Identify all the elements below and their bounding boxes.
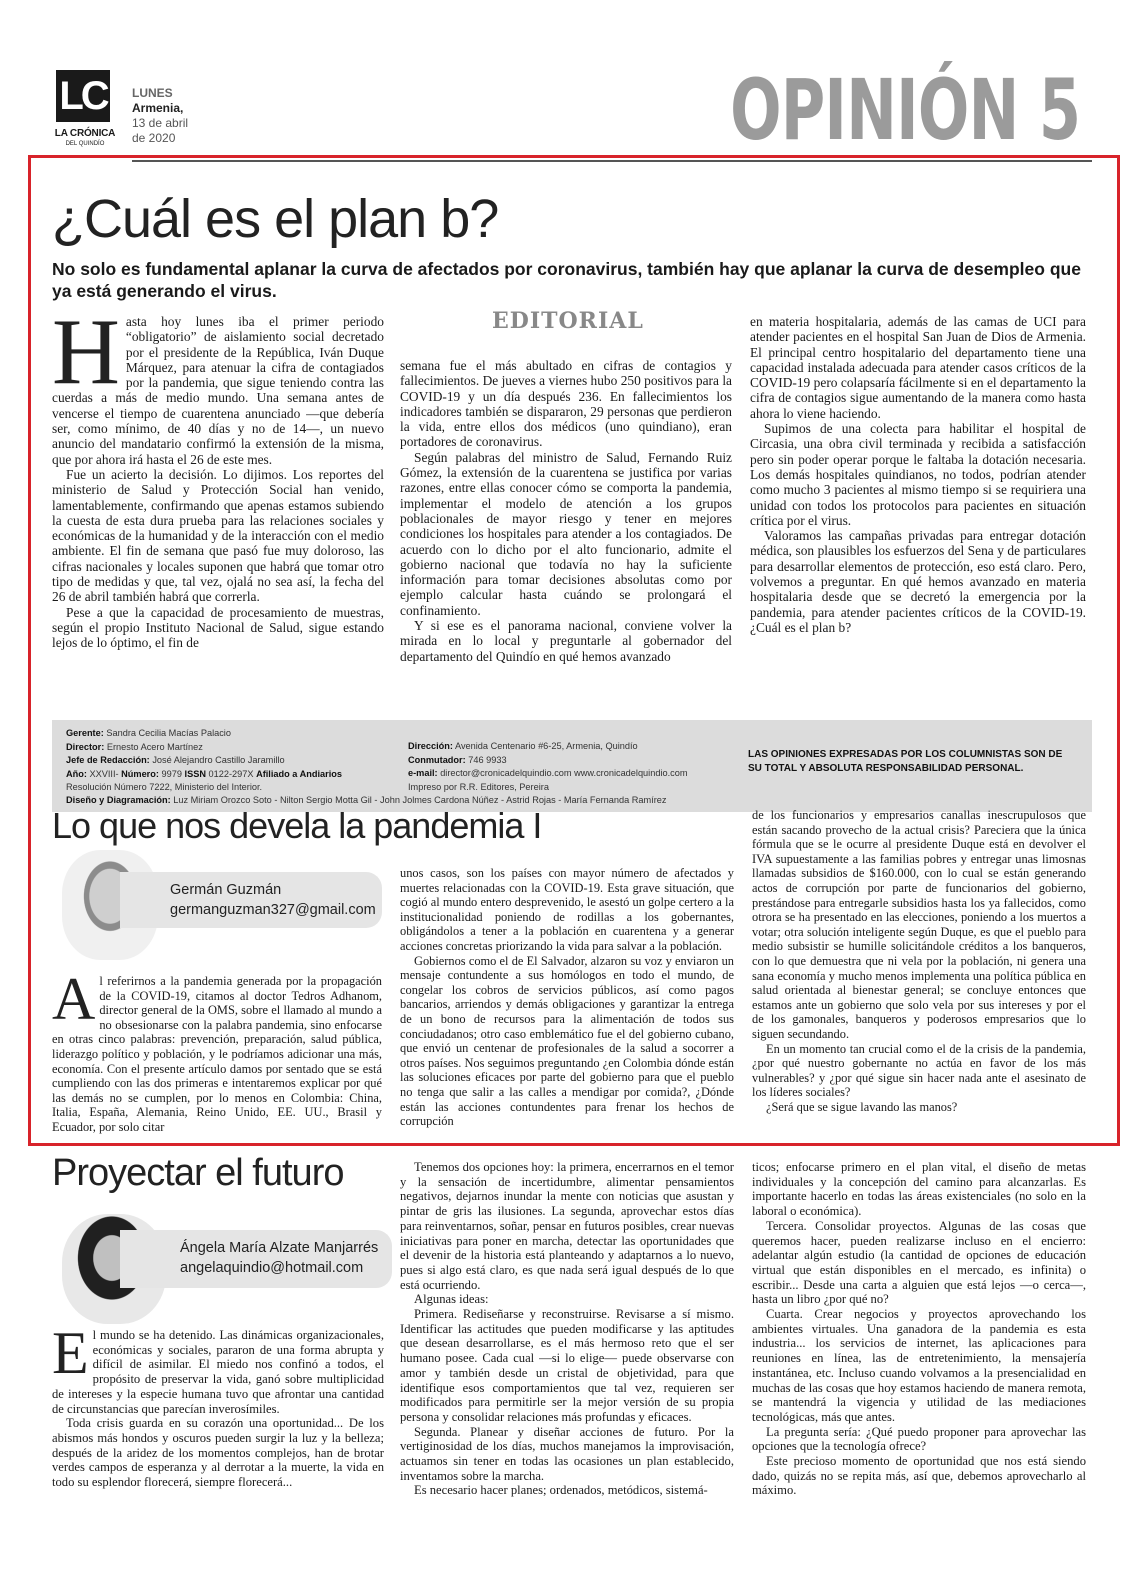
logo-subtitle: DEL QUINDÍO	[65, 141, 105, 147]
column-paragraph: En un momento tan crucial como el de la crisis de la pandemia, ¿por qué nuestro gobernante no actúa en favor de los más vulnerables? y ¿por qué sigue sin hacer nada ante el asesinato de los líderes sociales?	[752, 1041, 1086, 1100]
editorial-title: ¿Cuál es el plan b?	[52, 189, 499, 249]
column-paragraph: ticos; enfocarse primero en el plan vital, el diseño de metas individuales y la concepción del camino para alcanzarlas. Es importante hacerlo en todas las áreas existenciales (no solo en la laboral o económica).	[752, 1160, 1086, 1219]
contact-email-link[interactable]: director@cronicadelquindio.com www.cronicadelquindio.com	[440, 768, 688, 778]
drop-cap: H	[52, 300, 120, 404]
column-title: Proyectar el futuro	[52, 1152, 344, 1194]
editorial-column-3	[750, 314, 1086, 635]
column-paragraph: unos casos, son los países con mayor número de afectados y muertes relacionadas con la COVID-19. Esta grave situación, que cogió al mundo entero desprevenido, le asestó un golpe certero a la institucionalidad poniendo de rodillas a los gobernantes, obligándolos a tener a la población en cuarentena y a generar acciones concretas priorizando la vida para salvar a la población.	[400, 866, 734, 953]
dateline-day: LUNES	[132, 86, 173, 100]
editorial-label: EDITORIAL	[492, 308, 644, 334]
column-text-3	[752, 1160, 1086, 1498]
column-paragraph: Es necesario hacer planes; ordenados, metódicos, sistemá-	[414, 1483, 708, 1498]
column-paragraph: de los funcionarios y empresarios canallas inescrupulosos que están sacando provecho de la actual crisis? Pareciera que la única fórmula que se le ocurre al presidente Duque está en devolver el IVA supuestamente a las familias pobres y entregar unas limosnas llamadas subsidios de $160.000, con lo cual se están generando actos de corrupción por parte de funcionarios del gobierno, prestándose para entregarle subsidios hasta los ya fallecidos, como otrora se ha presentado en las elecciones, poniendo a los muertos a votar; otra solución inteligente según Duque, es que el pueblo para medio subsistir se humille solicitándole créditos a los banqueros, con lo que demuestra que ni vela por la población, ni genera una sana economía y mucho menos implementa una política pública en salud orientada al bienestar general; se concluye entonces que estamos ante un gobierno que solo vela por sus intereses y por el de los gamonales, banqueros y poderosos empresarios que lo siguen secundando.	[752, 808, 1086, 1041]
logo-name: LA CRÓNICA	[54, 128, 116, 139]
masthead-rule	[132, 160, 1092, 162]
column-paragraph: La pregunta sería: ¿Qué puedo proponer para aprovechar las opciones que la tecnología ofrece?	[752, 1424, 1086, 1454]
masthead	[52, 61, 1092, 164]
column-paragraph: Algunas ideas:	[414, 1292, 489, 1307]
opinion-disclaimer: LAS OPINIONES EXPRESADAS POR LOS COLUMNISTAS SON DE SU TOTAL Y ABSOLUTA RESPONSABILIDAD PERSONAL.	[748, 749, 1063, 774]
editorial-column-2	[400, 358, 732, 664]
column-text-1	[52, 966, 382, 1135]
author-name: Germán Guzmán	[170, 882, 282, 898]
dateline-date-1: 13 de abril	[132, 116, 189, 130]
column-paragraph: El mundo se ha detenido. Las dinámicas organizacionales, económicas y sociales, pararon de una forma abrupta y difícil de asimilar. El miedo nos confinó a todos, el propósito de preservar la vida, ganó sobre multiplicidad de intereses y la especie humana tuvo que afrontar una cantidad de circunstancias que parecían inverosímiles.	[52, 1320, 384, 1416]
author-name: Ángela María Alzate Manjarrés	[180, 1240, 379, 1256]
author-email[interactable]: angelaquindio@hotmail.com	[180, 1260, 364, 1276]
editorial-column-1	[52, 300, 384, 651]
column-paragraph: Tercera. Consolidar proyectos. Algunas de las cosas que queremos hacer, pueden realizarse incluso en el encierro: adelantar algún estudio (la cantidad de opciones de educación virtual que están disponibles en el mercado, es infinita) o escribir... Desde una carta a alguien que está lejos —o cerca—, hasta un libro ¿por qué no?	[752, 1218, 1086, 1307]
column-title: Lo que nos devela la pandemia I	[52, 805, 542, 846]
staff-contact: Dirección: Avenida Centenario #6-25, Armenia, Quindío Conmutador: 746 9933 e-mail: director@cronicadelquindio.com www.cronicadelquindio.com Impreso por R.R. Editores, Pereira	[408, 741, 688, 792]
drop-cap: E	[52, 1320, 89, 1386]
column-text-3	[752, 808, 1086, 1114]
column-paragraph: Toda crisis guarda en su corazón una oportunidad... De los abismos más hondos y oscuros pueden surgir la luz y la belleza; después de la aridez de los momentos complejos, han de brotar verdes campos de esperanza y al derrotar a la muerte, la vida en todo su esplendor florecerá, siempre florecerá...	[52, 1416, 384, 1490]
column-paragraph: Segunda. Planear y diseñar acciones de futuro. Por la vertiginosidad de los días, muchos manejamos la improvisación, actuamos sin tener en todas las ocasiones un plan establecido, inventamos sobre la marcha.	[400, 1424, 734, 1483]
column-paragraph: ¿Será que se sigue lavando las manos?	[766, 1099, 958, 1114]
editorial-paragraph: en materia hospitalaria, además de las camas de UCI para atender pacientes en el hospital San Juan de Dios de Armenia. El principal centro hospitalario del departamento tiene una capacidad instalada adecuada para atender casos críticos de la COVID-19 pero colapsaría fácilmente si en el departamento la cifra de contagios sigue aumentando de la manera como hasta ahora lo viene haciendo.	[750, 314, 1086, 421]
staff-credits: Gerente: Sandra Cecilia Macías Palacio Director: Ernesto Acero Martínez Jefe de Redacción: José Alejandro Castillo Jaramillo Año: XXVIII- Número: 9979 ISSN 0122-297X Afiliado a Andiarios Resolución Número 7222, Ministerio del Interior.	[66, 728, 342, 792]
staff-box	[52, 720, 1092, 812]
editorial-paragraph: semana fue el más abultado en cifras de contagios y fallecimientos. De jueves a viernes hubo 250 positivos para la COVID-19 y un día después 236. En fallecimientos los indicadores también se dispararon, 29 personas que perdieron la vida, entre ellos dos médicos (uno quindiano), eran portadores de coronavirus.	[400, 358, 732, 450]
column-text-1	[52, 1320, 384, 1490]
editorial-paragraph: Fue un acierto la decisión. Lo dijimos. Los reportes del ministerio de Salud y Protección Social han venido, lamentablemente, confirmando que apenas estamos subiendo la cuesta de esta dura prueba para las relaciones sociales y económicas de la humanidad y de la interacción con el medio ambiente. El fin de semana que pasó fue muy doloroso, las cifras nacionales y locales suponen que habrá que tomar otro tipo de medidas y que, tal vez, ojalá no sea así, la fecha del 26 de abril también habrá que correrla.	[52, 466, 384, 605]
column-paragraph: Primera. Rediseñarse y reconstruirse. Revisarse a sí mismo. Identificar las actitudes que pueden modificarse y las aptitudes que desean desarrollarse, es el más hermoso reto que el ser humano posee. Cada cual —si lo elige— puede observarse con amor y también desde un cristal de objetividad, para que identifique esos comportamientos que tal vez, requieren ser modificados para permitirle ser la mejor versión de su propia persona y consolidar relaciones más profundas y eficaces.	[400, 1307, 734, 1424]
column-paragraph: Gobiernos como el de El Salvador, alzaron su voz y enviaron un mensaje contundente a sus homólogos en todo el mundo, de congelar los cobros de servicios públicos, así como pagos bancarios, arriendos y demás obligaciones y garantizar la entrega de un bono de recursos para la alimentación de todos sus conciudadanos; otro caso emblemático fue el del gobierno cubano, que envió un centenar de profesionales de la salud a socorrer a otros países. Nos seguimos preguntando ¿en Colombia dónde están las soluciones eficaces por parte del gobierno para que el pueblo no tenga que salir a las calles a mendigar por comida?, ¿Dónde están las acciones contundentes para frenar los hechos de corrupción	[400, 953, 734, 1129]
column-text-2	[400, 866, 734, 1129]
editorial-paragraph: Supimos de una colecta para habilitar el hospital de Circasia, una obra civil terminada y recibida a satisfacción pero sin poder operar porque le faltaba la dotación necesaria. Los demás hospitales quindianos, no todos, podrían atender como mucho 3 pacientes al mismo tiempo si se requiriera una unidad con todos los protocolos para pacientes en situación crítica por el virus.	[750, 421, 1086, 528]
dateline-date-2: de 2020	[132, 131, 176, 145]
editorial-paragraph: Hasta hoy lunes iba el primer periodo “obligatorio” de aislamiento social decretado por el presidente de la República, Iván Duque Márquez, para atenuar la cifra de contagiados por la pandemia, que sigue teniendo contra las cuerdas a más de medio mundo. Una semana antes de vencerse el tiempo de cuarentena anunciado —que debería ser, como mínimo, de 40 días y no de 14—, un nuevo anuncio del mandatario confirmó la extensión de la misma, que por ahora irá hasta el 26 de este mes.	[52, 300, 384, 467]
section-title: OPINIÓN 5	[729, 61, 1080, 159]
author-card	[120, 872, 382, 928]
column-text-2	[400, 1160, 734, 1498]
column-paragraph: Cuarta. Crear negocios y proyectos aprovechando los ambientes virtuales. Una ganadora de la pandemia es esta industria... los servicios de internet, las aplicaciones para reuniones en línea, las de entretenimiento, la mensajería instantánea, etc. Incluso cuando volvamos a la presencialidad en muchas de las cosas que hoy estamos haciendo de manera remota, se mantendrá la vigencia y utilidad de las mediaciones tecnológicas, más que antes.	[752, 1307, 1086, 1424]
author-card	[120, 1230, 392, 1288]
dateline-city: Armenia,	[132, 101, 184, 115]
author-email[interactable]: germanguzman327@gmail.com	[170, 902, 376, 918]
column-paragraph: Este precioso momento de oportunidad que nos está siendo dado, quizás no se repita más, así que, debemos aprovecharlo al máximo.	[752, 1454, 1086, 1498]
editorial-paragraph: Según palabras del ministro de Salud, Fernando Ruiz Gómez, la extensión de la cuarentena se justifica por varias razones, entre ellas conocer cómo se comporta la pandemia, implementar el modelo de atención a los grupos poblacionales de mayor riesgo y tener en mejores condiciones los hospitales para atender a los contagiados. De acuerdo con lo dicho por el alto funcionario, admite el gobierno nacional que todavía no hay la suficiente información para tomar decisiones absolutas como por ejemplo calcular hasta cuándo se prolongará el confinamiento.	[400, 449, 732, 618]
editorial-paragraph: Pese a que la capacidad de procesamiento de muestras, según el propio Instituto Nacional de Salud, sigue estando lejos de lo óptimo, el fin de	[52, 604, 384, 651]
column-paragraph: Tenemos dos opciones hoy: la primera, encerrarnos en el temor y la sensación de incertidumbre, alimentar pensamientos negativos, dejarnos inundar la mente con noticias que asustan y pintar de gris las ilusiones. La segunda, aprovechar estos días para reinventarnos, soñar, pensar en futuros posibles, crear nuevas iniciativas para poner en marcha, detectar las oportunidades que el devenir de la historia está planteando y adaptarnos a lo nuevo, pues si algo está claro, es que nada será igual después de lo que está ocurriendo.	[400, 1160, 734, 1292]
editorial-deck: No solo es fundamental aplanar la curva de afectados por coronavirus, también hay que aplanar la curva de desempleo que ya está generando el virus.	[52, 259, 1081, 301]
dateline	[132, 86, 188, 146]
drop-cap: A	[52, 966, 96, 1032]
editorial-paragraph: Valoramos las campañas privadas para entregar dotación médica, son plausibles los esfuerzos del Sena y de particulares para desarrollar elementos de protección, eso está claro. Pero, volvemos a preguntar. En qué hemos avanzado en materia hospitalaria desde que se decretó la emergencia por la pandemia, para atender pacientes críticos de la COVID-19. ¿Cuál es el plan b?	[750, 528, 1086, 635]
newspaper-logo[interactable]	[52, 70, 118, 154]
staff-design: Diseño y Diagramación: Luz Miriam Orozco Soto - Nilton Sergio Motta Gil - John Jolmes Cardona Núñez - Astrid Rojas - María Fernanda Ramírez	[66, 795, 667, 805]
editorial-paragraph: Y si ese es el panorama nacional, conviene volver la mirada en lo local y preguntarle al gobernador del departamento del Quindío en qué hemos avanzado	[400, 618, 732, 664]
column-paragraph: Al referirnos a la pandemia generada por la propagación de la COVID-19, citamos al doctor Tedros Adhanom, director general de la OMS, sobre el llamado al mundo a no obsesionarse con la palabra pandemia, sino enfocarse en otras cinco palabras: prevención, preparación, salud pública, liderazgo político y población, y le podríamos adicionar una más, economía. Con el presente artículo damos por sentado que se está cumpliendo con las dos primeras e intentaremos explicar por qué las demás no se cumplen, por lo menos en Colombia: China, Italia, España, Alemania, Reino Unido, EE. UU., Brasil y Ecuador, por solo citar	[52, 966, 382, 1134]
logo-mark: LC	[56, 70, 110, 122]
